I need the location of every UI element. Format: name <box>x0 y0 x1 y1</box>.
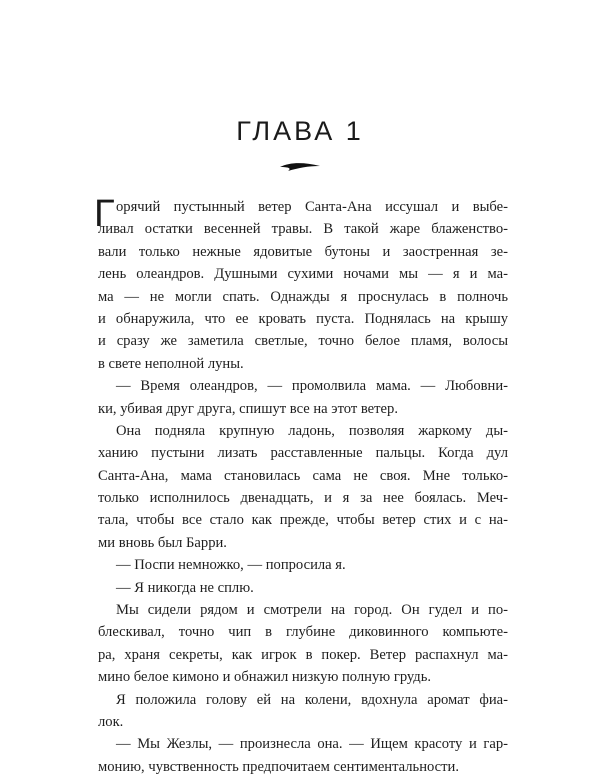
text-line: Санта-Ана, мама становилась сама не своя. Мне только- <box>98 467 508 484</box>
chapter-title: ГЛАВА 1 <box>236 116 364 146</box>
ornament-flourish-icon <box>278 160 322 172</box>
text-line: ма — не могли спать. Однажды я проснулась в полночь <box>98 288 508 305</box>
text-line: орячий пустынный ветер Санта-Ана иссушал и выбе- <box>116 199 508 215</box>
text-line: Она подняла крупную ладонь, позволяя жаркому ды- <box>116 422 508 439</box>
text-line: — Мы Жезлы, — произнесла она. — Ищем красоту и гар- <box>116 736 508 753</box>
text-line: Мы сидели рядом и смотрели на город. Он гудел и по- <box>116 602 508 619</box>
text-line: тала, чтобы все стало как прежде, чтобы ветер стих и с на- <box>98 512 508 529</box>
chapter-text <box>98 196 508 778</box>
text-line: блескивал, точно чип в глубине диковинного компьюте- <box>98 624 508 641</box>
text-line: в свете неполной луны. <box>98 355 244 372</box>
text-line: ми вновь был Барри. <box>98 534 227 551</box>
text-line: — Поспи немножко, — попросила я. <box>116 557 346 574</box>
text-line: и сразу же заметила светлые, точно белое пламя, волосы <box>98 333 508 350</box>
text-line: ра, храня секреты, как игрок в покер. Ветер распахнул ма- <box>98 646 508 663</box>
drop-cap: Г <box>94 193 115 235</box>
text-line: мино белое кимоно и обнажил низкую полную грудь. <box>98 669 432 686</box>
text-line: ки, убивая друг друга, спишут все на этот ветер. <box>98 400 398 417</box>
text-line: — Я никогда не сплю. <box>116 579 254 596</box>
text-line: только исполнилось двенадцать, и я за нее боялась. Меч- <box>98 490 508 507</box>
text-line: монию, чувственность предпочитаем сентиментальности. <box>98 758 459 775</box>
text-line: вали только нежные ядовитые бутоны и заостренная зе- <box>98 243 508 260</box>
text-line: — Время олеандров, — промолвила мама. — Любовни- <box>116 378 508 395</box>
text-line: ливал остатки весенней травы. В такой жаре блаженство- <box>98 221 508 238</box>
text-line: Я положила голову ей на колени, вдохнула аромат фиа- <box>116 691 508 708</box>
text-line: ханию пустыни лизать расставленные пальцы. Когда дул <box>98 445 508 462</box>
text-line: лень олеандров. Душными сухими ночами мы — я и ма- <box>98 266 508 283</box>
text-line: лок. <box>98 713 124 730</box>
text-line: и обнаружила, что ее кровать пуста. Поднялась на крышу <box>98 310 508 327</box>
